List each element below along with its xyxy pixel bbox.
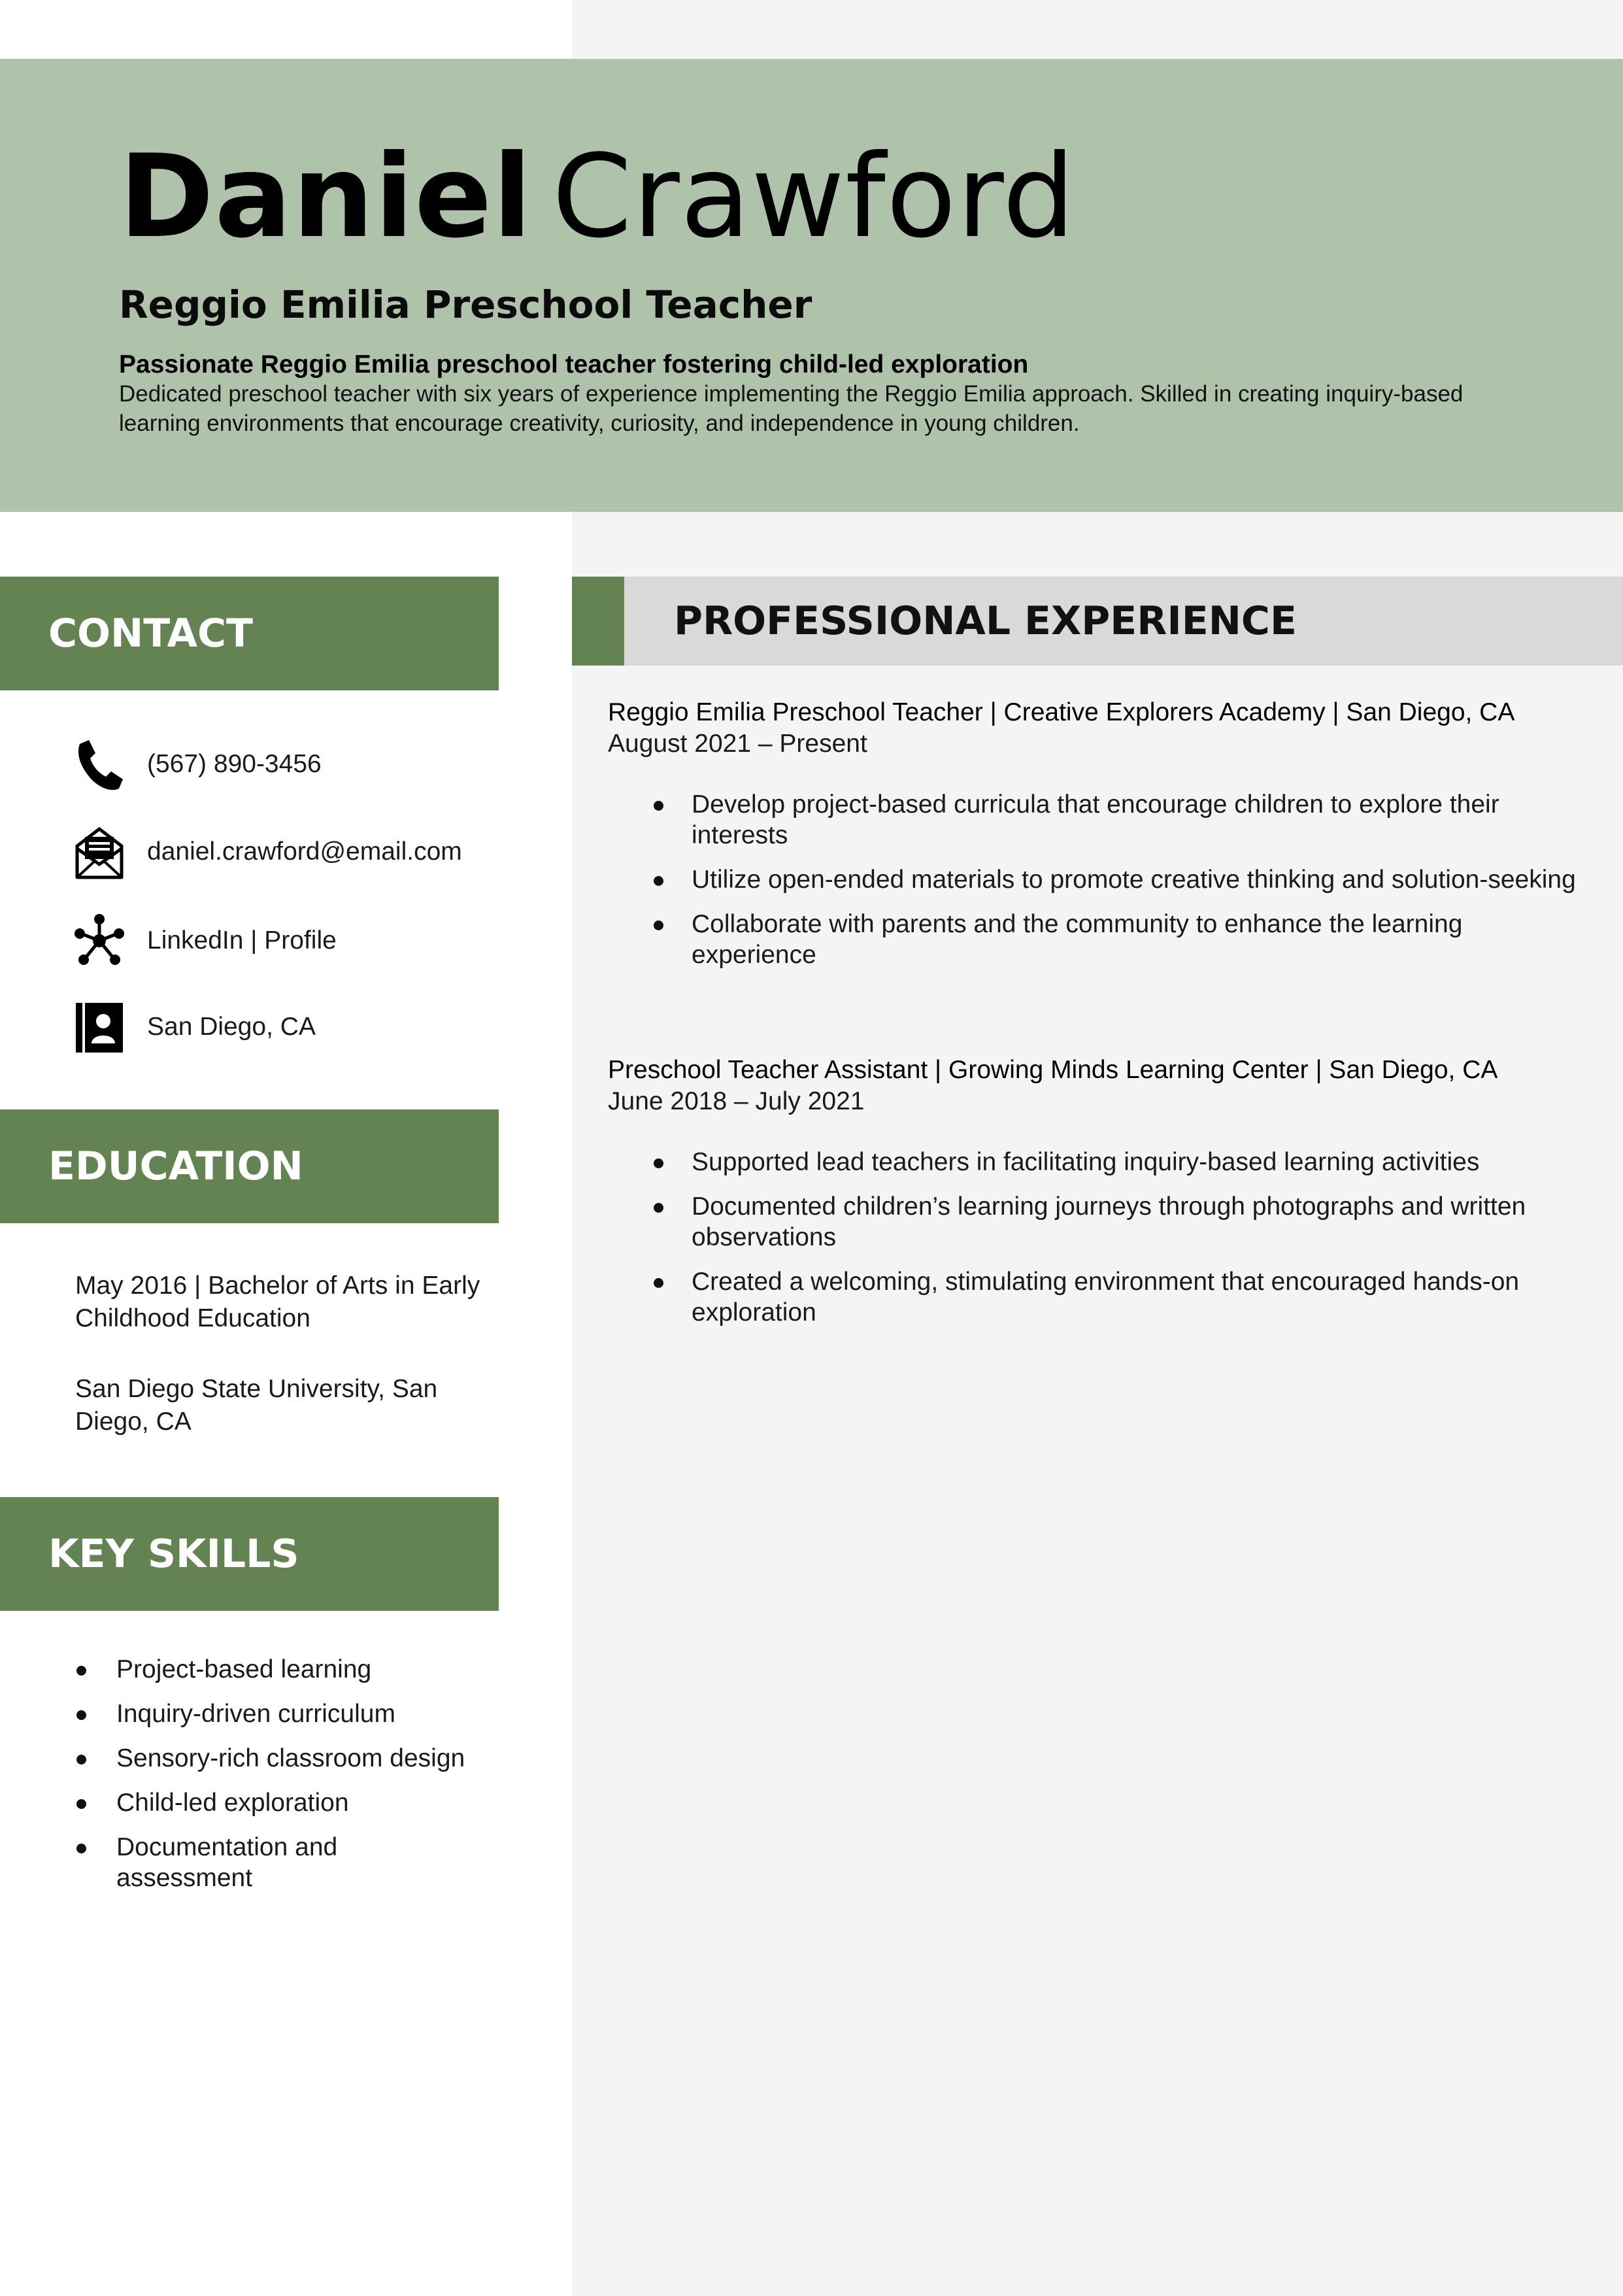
skill-item: Documentation and assessment (75, 1832, 480, 1893)
contact-linkedin (73, 911, 492, 974)
skill-item: Project-based learning (75, 1654, 480, 1685)
candidate-name (119, 126, 1076, 269)
email-address: daniel.crawford@email.com (147, 837, 462, 866)
job-dates: August 2021 – Present (608, 730, 867, 758)
skills-heading (0, 1497, 499, 1611)
job-bullets (608, 789, 1588, 970)
skills-list (75, 1654, 480, 1907)
location-text: San Diego, CA (147, 1013, 316, 1041)
summary-text: Dedicated preschool teacher with six years of experience implementing the Reggio Emilia approach. Skilled in creating inquiry-based learning environments that encourage creativity, curiosity, and independence in young children. (119, 381, 1464, 436)
education-school: San Diego State University, San Diego, CA (75, 1375, 438, 1436)
linkedin-profile: LinkedIn | Profile (147, 926, 337, 954)
job-bullets (608, 1147, 1588, 1328)
network-icon (73, 911, 125, 970)
experience-heading (572, 577, 1623, 666)
envelope-icon (73, 822, 125, 881)
job-title: Reggio Emilia Preschool Teacher (119, 282, 812, 327)
experience-entry (608, 697, 1588, 984)
contact-location (73, 998, 492, 1060)
job-dates: June 2018 – July 2021 (608, 1087, 865, 1115)
job-role: Reggio Emilia Preschool Teacher | Creative Explorers Academy | San Diego, CA (608, 698, 1515, 726)
skills-heading-label: KEY SKILLS (48, 1531, 299, 1577)
education-degree: May 2016 | Bachelor of Arts in Early Childhood Education (75, 1272, 480, 1332)
phone-icon (73, 735, 125, 794)
contact-heading-label: CONTACT (48, 611, 253, 656)
education-heading-label: EDUCATION (48, 1143, 303, 1189)
contact-heading (0, 577, 499, 690)
skill-item: Inquiry-driven curriculum (75, 1698, 480, 1729)
skill-item: Child-led exploration (75, 1787, 480, 1818)
skill-item: Sensory-rich classroom design (75, 1743, 480, 1774)
experience-heading-label: PROFESSIONAL EXPERIENCE (674, 598, 1297, 644)
experience-entry (608, 1055, 1588, 1342)
job-bullet: Supported lead teachers in facilitating inquiry-based learning activities (608, 1147, 1588, 1177)
first-name: Daniel (119, 131, 533, 263)
contact-phone (73, 735, 492, 798)
contact-card-icon (73, 998, 125, 1056)
job-bullet: Collaborate with parents and the community to enhance the learning experience (608, 909, 1588, 970)
job-bullet: Develop project-based curricula that encourage children to explore their interests (608, 789, 1588, 851)
education-heading (0, 1109, 499, 1223)
contact-email (73, 822, 492, 885)
phone-number: (567) 890-3456 (147, 750, 322, 778)
job-bullet: Created a welcoming, stimulating environment that encouraged hands-on exploration (608, 1266, 1588, 1328)
job-bullet: Utilize open-ended materials to promote creative thinking and solution-seeking (608, 864, 1588, 895)
summary-headline: Passionate Reggio Emilia preschool teacher fostering child-led exploration (119, 350, 1029, 379)
job-bullet: Documented children’s learning journeys through photographs and written observations (608, 1191, 1588, 1253)
last-name: Crawford (552, 131, 1076, 263)
experience-heading-accent (572, 577, 624, 666)
job-role: Preschool Teacher Assistant | Growing Minds Learning Center | San Diego, CA (608, 1056, 1498, 1084)
